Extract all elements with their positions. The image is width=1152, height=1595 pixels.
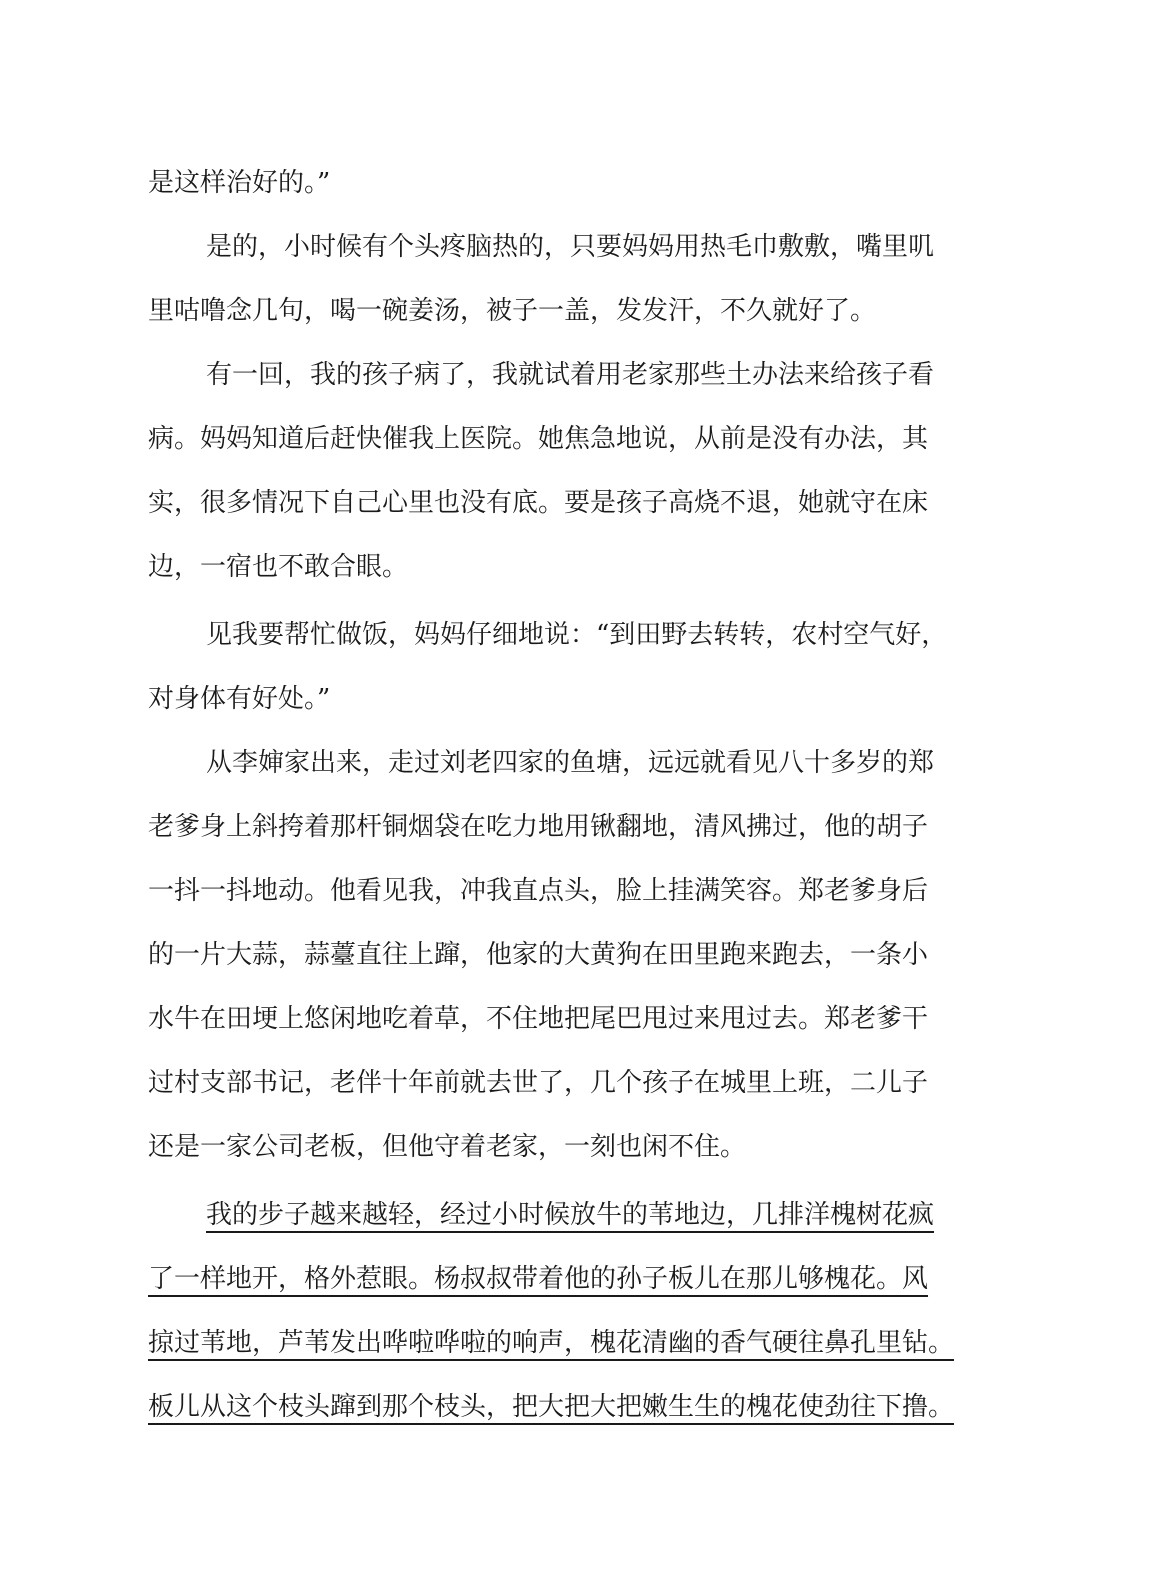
paragraph-start-line: 是的，小时候有个头疼脑热的，只要妈妈用热毛巾敷敷，嘴里叽 xyxy=(206,232,935,262)
text-line: 水牛在田埂上悠闲地吃着草，不住地把尾巴甩过来甩过去。郑老爹干 xyxy=(148,1004,929,1034)
underlined-text-line: 掠过苇地，芦苇发出哗啦哗啦的响声，槐花清幽的香气硬往鼻孔里钻。 xyxy=(148,1328,955,1358)
paragraph-start-line: 有一回，我的孩子病了，我就试着用老家那些土办法来给孩子看 xyxy=(206,360,935,390)
text-line: 对身体有好处。” xyxy=(148,684,331,714)
underlined-text-line: 板儿从这个枝头蹿到那个枝头，把大把大把嫩生生的槐花使劲往下撸。 xyxy=(148,1392,955,1422)
text-line: 是这样治好的。” xyxy=(148,168,331,198)
text-line: 一抖一抖地动。他看见我，冲我直点头，脸上挂满笑容。郑老爹身后 xyxy=(148,876,929,906)
text-line: 实，很多情况下自己心里也没有底。要是孩子高烧不退，她就守在床 xyxy=(148,488,929,518)
text-line: 过村支部书记，老伴十年前就去世了，几个孩子在城里上班，二儿子 xyxy=(148,1068,929,1098)
paragraph-start-line: 从李婶家出来，走过刘老四家的鱼塘，远远就看见八十多岁的郑 xyxy=(206,748,935,778)
underlined-paragraph-start-line: 我的步子越来越轻，经过小时候放牛的苇地边，几排洋槐树花疯 xyxy=(206,1200,935,1230)
text-line: 里咕噜念几句，喝一碗姜汤，被子一盖，发发汗，不久就好了。 xyxy=(148,296,877,326)
text-line: 的一片大蒜，蒜薹直往上蹿，他家的大黄狗在田里跑来跑去，一条小 xyxy=(148,940,929,970)
underlined-text-line: 了一样地开，格外惹眼。杨叔叔带着他的孙子板儿在那儿够槐花。风 xyxy=(148,1264,929,1294)
paragraph-start-line: 见我要帮忙做饭，妈妈仔细地说：“到田野去转转，农村空气好， xyxy=(206,620,948,650)
text-line: 边，一宿也不敢合眼。 xyxy=(148,552,409,582)
text-line: 病。妈妈知道后赶快催我上医院。她焦急地说，从前是没有办法，其 xyxy=(148,424,929,454)
text-line: 还是一家公司老板，但他守着老家，一刻也闲不住。 xyxy=(148,1132,747,1162)
text-line: 老爹身上斜挎着那杆铜烟袋在吃力地用锹翻地，清风拂过，他的胡子 xyxy=(148,812,929,842)
